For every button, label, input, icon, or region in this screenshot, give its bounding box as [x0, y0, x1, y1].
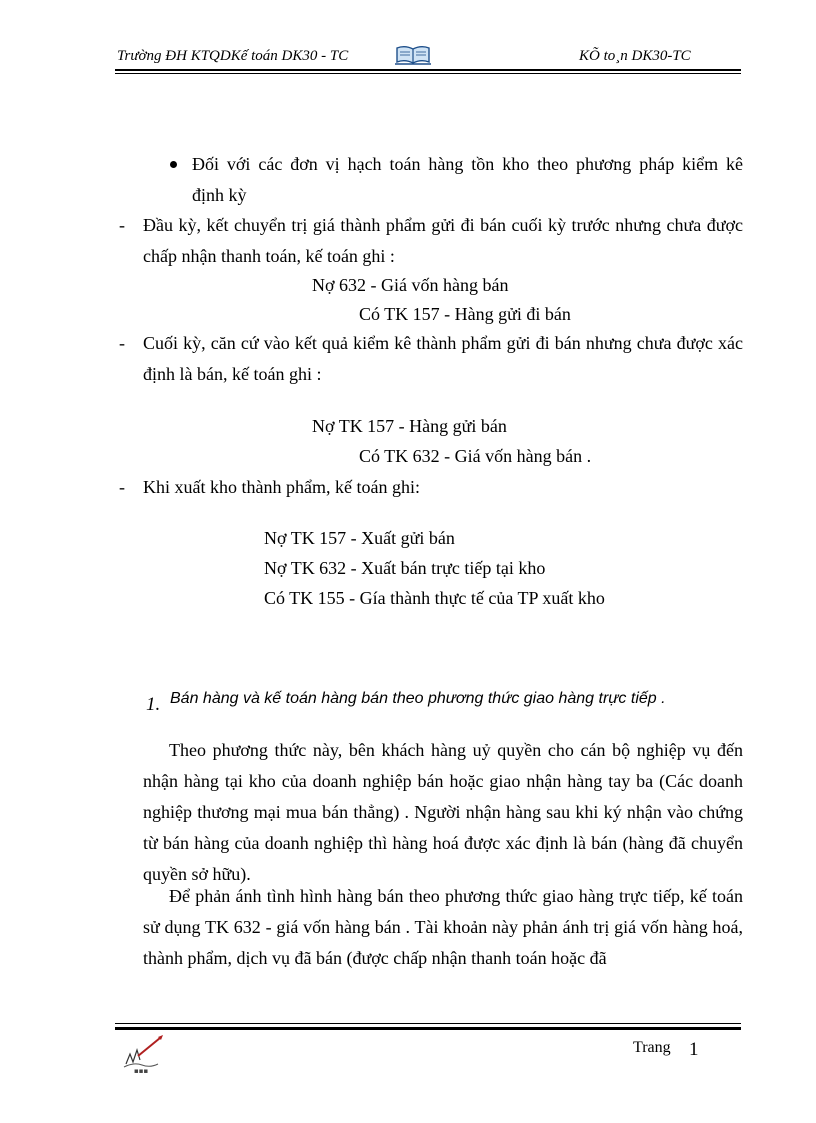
page-number: 1 [689, 1039, 699, 1060]
bullet-text-line-1: Đối với các đơn vị hạch toán hàng tồn kho theo phương pháp kiểm kê [192, 154, 743, 174]
header-rule-secondary [115, 73, 741, 74]
item-1-text: Đầu kỳ, kết chuyển trị giá thành phẩm gửi đi bán cuối kỳ trước nhưng chưa được chấp nhận thanh toán, kế toán ghi : [143, 215, 743, 266]
pen-signature-icon [120, 1034, 166, 1074]
entry-2-credit: Có TK 632 - Giá vốn hàng bán . [359, 446, 592, 466]
entry-1-credit: Có TK 157 - Hàng gửi đi bán [359, 304, 571, 324]
header-left-text: Trường ĐH KTQDKế toán DK30 - TC [117, 48, 349, 64]
svg-text:▪▪▪: ▪▪▪ [134, 1067, 149, 1074]
entry-3-debit-1: Nợ TK 157 - Xuất gửi bán [264, 528, 455, 548]
paragraph-1: Theo phương thức này, bên khách hàng uỷ quyền cho cán bộ nghiệp vụ đến nhận hàng tại kho của doanh nghiệp bán hoặc giao nhận hàng tay ba (Các doanh nghiệp thương mại mua bán thẳng) . Người nhận hàng sau khi ký nhận vào chứng từ bán hàng của doanh nghiệp thì hàng hoá được xác định là bán (hàng đã chuyển quyền sở hữu). [143, 740, 743, 884]
entry-3-debit-2: Nợ TK 632 - Xuất bán trực tiếp tại kho [264, 558, 546, 578]
dash-marker: - [119, 477, 125, 497]
footer-rule [115, 1027, 741, 1030]
paragraph-2: Để phản ánh tình hình hàng bán theo phương thức giao hàng trực tiếp, kế toán sử dụng TK 632 - giá vốn hàng bán . Tài khoản này phản ánh trị giá vốn hàng hoá, thành phẩm, dịch vụ đã bán (được chấp nhận thanh toán hoặc đã [143, 886, 743, 968]
bullet-icon [170, 161, 177, 168]
bullet-text-line-2: định kỳ [192, 185, 247, 205]
entry-2-debit: Nợ TK 157 - Hàng gửi bán [312, 416, 507, 436]
open-book-icon [395, 44, 431, 66]
header-right-text: KÕ to¸n DK30-TC [579, 48, 691, 64]
item-3-text: Khi xuất kho thành phẩm, kế toán ghi: [143, 477, 420, 497]
page-label: Trang [633, 1039, 671, 1056]
entry-1-debit: Nợ 632 - Giá vốn hàng bán [312, 275, 509, 295]
dash-marker: - [119, 333, 125, 353]
entry-3-credit: Có TK 155 - Gía thành thực tế của TP xuất kho [264, 588, 605, 608]
section-title: Bán hàng và kế toán hàng bán theo phương thức giao hàng trực tiếp . [170, 690, 666, 707]
section-number: 1. [146, 694, 161, 715]
dash-marker: - [119, 215, 125, 235]
header-rule [115, 69, 741, 71]
footer-rule-secondary [115, 1023, 741, 1024]
item-2-text: Cuối kỳ, căn cứ vào kết quả kiểm kê thành phẩm gửi đi bán nhưng chưa được xác định là bán, kế toán ghi : [143, 333, 743, 384]
